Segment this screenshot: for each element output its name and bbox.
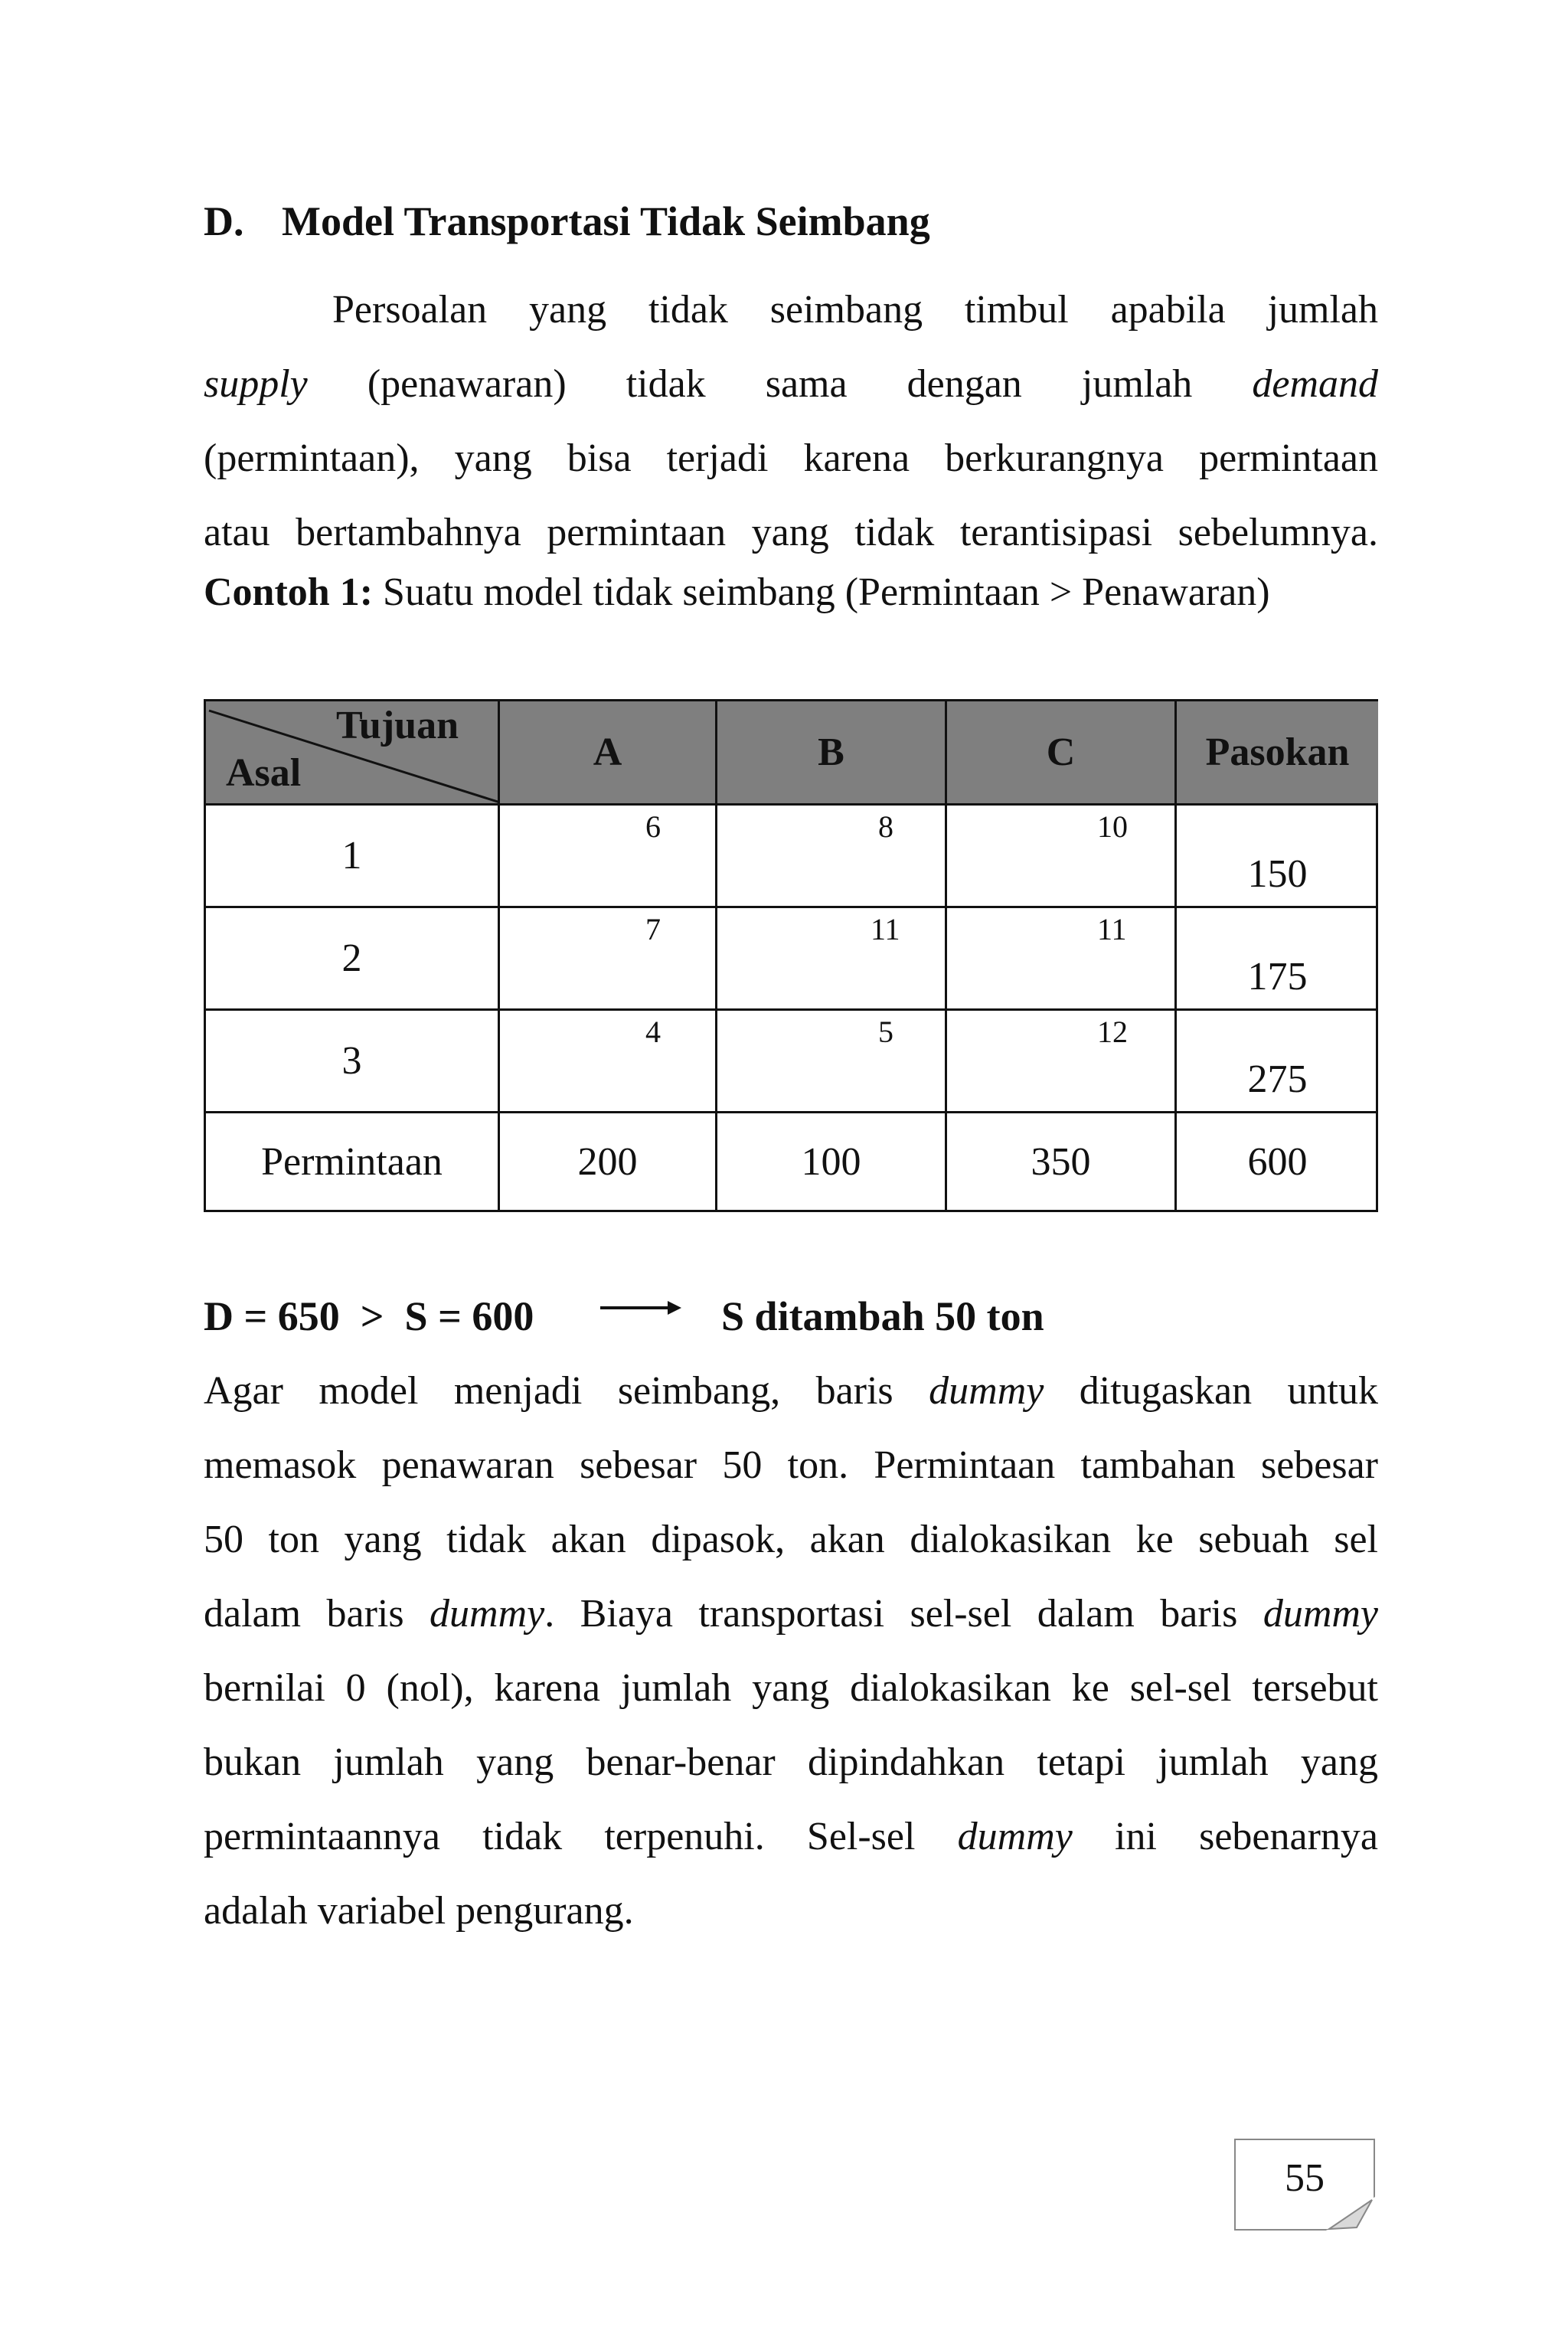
cost-cell bbox=[717, 1011, 947, 1113]
body-line-7-c: ini sebenarnya bbox=[1072, 1815, 1378, 1858]
origin-2: 2 bbox=[206, 908, 500, 1011]
supply-cell bbox=[1177, 908, 1378, 1011]
cost-value: 6 bbox=[645, 809, 661, 844]
cost-cell bbox=[717, 806, 947, 908]
cost-value: 4 bbox=[645, 1015, 661, 1049]
dummy-term: dummy bbox=[430, 1592, 545, 1636]
supply-cell bbox=[1177, 1011, 1378, 1113]
cost-cell bbox=[500, 908, 717, 1011]
page-number: 55 bbox=[1285, 2156, 1325, 2200]
body-line-7 bbox=[204, 1799, 1378, 1874]
body-line-1 bbox=[204, 1354, 1378, 1428]
cost-cell bbox=[947, 908, 1177, 1011]
corner-header bbox=[206, 701, 500, 806]
example-label: Contoh 1: bbox=[204, 570, 374, 614]
body-line-1-a: Agar model menjadi seimbang, baris bbox=[204, 1369, 929, 1413]
demand-label: Permintaan bbox=[206, 1113, 500, 1210]
origin-1: 1 bbox=[206, 806, 500, 908]
arrow-right-icon bbox=[599, 1297, 683, 1320]
intro-line-3: (permintaan), yang bisa terjadi karena berkurangnya permintaan bbox=[204, 436, 1378, 480]
equation-left: D = 650 > S = 600 bbox=[204, 1293, 534, 1339]
example-caption bbox=[204, 570, 1270, 615]
body-line-1-c: ditugaskan untuk bbox=[1044, 1369, 1378, 1413]
body-line-4-a: dalam baris bbox=[204, 1592, 430, 1636]
cost-cell bbox=[500, 1011, 717, 1113]
demand-a: 200 bbox=[500, 1113, 717, 1210]
cost-cell bbox=[947, 1011, 1177, 1113]
section-heading bbox=[204, 198, 930, 245]
dummy-term: dummy bbox=[1263, 1592, 1378, 1636]
dummy-term: dummy bbox=[957, 1815, 1073, 1858]
cost-value: 12 bbox=[1097, 1015, 1128, 1049]
total-supply: 600 bbox=[1247, 1139, 1308, 1184]
section-letter: D. bbox=[204, 198, 244, 244]
body-line-7-a: permintaannya tidak terpenuhi. Sel-sel bbox=[204, 1815, 958, 1858]
supply-value: 150 bbox=[1247, 852, 1308, 896]
intro-line-2 bbox=[204, 347, 1378, 421]
body-line-3: 50 ton yang tidak akan dipasok, akan dialokasikan ke sebuah sel bbox=[204, 1518, 1378, 1561]
header-c: C bbox=[947, 701, 1177, 806]
corner-destination-label: Tujuan bbox=[336, 704, 459, 747]
cost-cell bbox=[947, 806, 1177, 908]
supply-term: supply bbox=[204, 362, 308, 406]
cost-value: 10 bbox=[1097, 809, 1128, 844]
supply-value: 175 bbox=[1247, 955, 1308, 998]
section-title: Model Transportasi Tidak Seimbang bbox=[282, 198, 930, 244]
cost-cell bbox=[500, 806, 717, 908]
header-supply: Pasokan bbox=[1177, 701, 1378, 806]
cost-value: 8 bbox=[878, 809, 893, 844]
demand-c: 350 bbox=[947, 1113, 1177, 1210]
body-line-2: memasok penawaran sebesar 50 ton. Permintaan tambahan sebesar bbox=[204, 1443, 1378, 1487]
intro-line-1: Persoalan yang tidak seimbang timbul apabila jumlah bbox=[332, 288, 1378, 332]
cost-cell bbox=[717, 908, 947, 1011]
cost-value: 7 bbox=[645, 912, 661, 946]
supply-cell bbox=[1177, 806, 1378, 908]
example-text: Suatu model tidak seimbang (Permintaan > Penawaran) bbox=[373, 570, 1270, 614]
page-curl-icon bbox=[1326, 2197, 1375, 2231]
header-b: B bbox=[717, 701, 947, 806]
origin-3: 3 bbox=[206, 1011, 500, 1113]
cost-value: 11 bbox=[871, 912, 900, 946]
body-line-4 bbox=[204, 1577, 1378, 1651]
supply-value: 275 bbox=[1247, 1057, 1308, 1101]
equation-line bbox=[204, 1293, 534, 1340]
cost-value: 11 bbox=[1097, 912, 1127, 946]
equation-right: S ditambah 50 ton bbox=[721, 1293, 1044, 1339]
corner-origin-label: Asal bbox=[226, 751, 302, 795]
demand-b: 100 bbox=[717, 1113, 947, 1210]
page-number-box bbox=[1234, 2139, 1375, 2231]
demand-term: demand bbox=[1252, 362, 1378, 406]
body-line-6: bukan jumlah yang benar-benar dipindahkan tetapi jumlah yang bbox=[204, 1740, 1378, 1784]
cost-value: 5 bbox=[878, 1015, 893, 1049]
body-line-8: adalah variabel pengurang. bbox=[204, 1889, 634, 1933]
body-line-4-c: . Biaya transportasi sel-sel dalam baris bbox=[544, 1592, 1263, 1636]
body-paragraph bbox=[204, 1354, 1378, 1948]
transport-table bbox=[204, 699, 1378, 1212]
intro-line-4: atau bertambahnya permintaan yang tidak terantisipasi sebelumnya. bbox=[204, 511, 1378, 554]
dummy-term: dummy bbox=[929, 1369, 1044, 1413]
body-line-5: bernilai 0 (nol), karena jumlah yang dialokasikan ke sel-sel tersebut bbox=[204, 1666, 1378, 1710]
header-a: A bbox=[500, 701, 717, 806]
intro-line-2-text: (penawaran) tidak sama dengan jumlah bbox=[307, 362, 1253, 406]
intro-paragraph bbox=[204, 273, 1378, 570]
